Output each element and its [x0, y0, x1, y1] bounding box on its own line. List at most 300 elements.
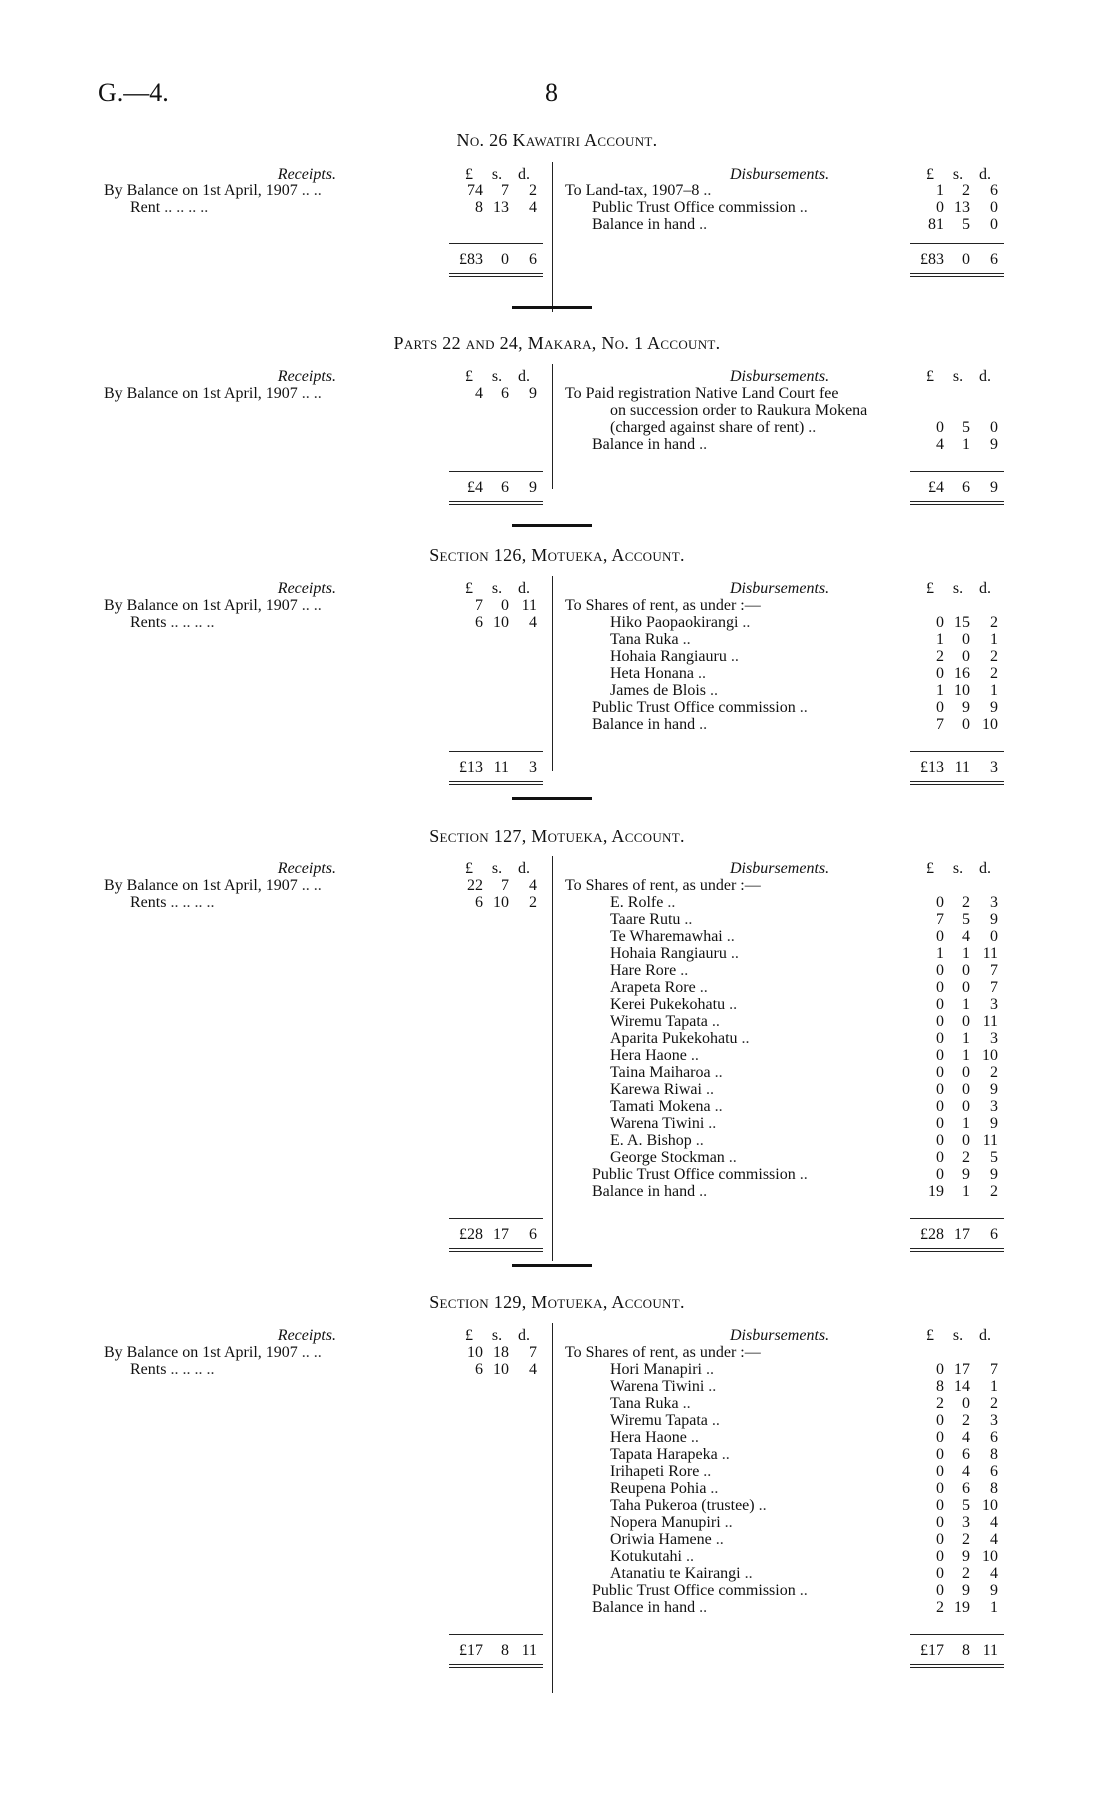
disbursement-label: Nopera Manupiri: [610, 1514, 721, 1531]
disbursements-column-heads: [916, 368, 1006, 385]
dot-leader: .. ..: [297, 1344, 322, 1361]
disbursement-amount-pence: 1: [990, 1599, 998, 1616]
disbursement-amount: [916, 1548, 1006, 1565]
disbursement-amount-pence: 3: [990, 996, 998, 1013]
disbursement-amount-shillings: 9: [962, 1548, 970, 1565]
receipts-column-heads: [455, 580, 543, 597]
disbursement-amount-pence: 11: [982, 1013, 998, 1030]
dot-leader: ..: [738, 614, 751, 631]
receipts-column-heads-pence: d.: [518, 166, 530, 183]
disbursement-item: [610, 1149, 940, 1166]
disbursement-amount-pounds: 1: [936, 682, 944, 699]
dot-leader: ..: [795, 199, 808, 216]
disbursement-amount: [916, 699, 1006, 716]
disbursement-label: Hare Rore: [610, 962, 677, 979]
dot-leader: ..: [695, 1183, 708, 1200]
receipt-amount-pence: 4: [529, 614, 537, 631]
disbursement-label: Public Trust Office commission: [592, 1166, 796, 1183]
receipts-heading: Receipts.: [277, 1327, 336, 1344]
disbursement-item: [610, 996, 940, 1013]
dot-leader: ..: [706, 682, 718, 699]
disbursement-amount-pounds: 0: [936, 1149, 944, 1166]
disbursement-label: Public Trust Office commission: [592, 1582, 796, 1599]
receipts-column-heads: [455, 1327, 543, 1344]
disbursement-amount-pounds: 0: [936, 1429, 944, 1446]
disbursement-item: [610, 928, 940, 945]
dot-leader: .. ..: [297, 385, 322, 402]
section-separator: [512, 524, 592, 527]
receipt-label: By Balance on 1st April, 1907: [104, 182, 298, 199]
disbursement-amount: [916, 1582, 1006, 1599]
disbursement-amount: [916, 1183, 1006, 1200]
disbursement-amount: [916, 1599, 1006, 1616]
receipts-total-double-rule: [449, 1664, 543, 1668]
disbursement-amount-shillings: 14: [954, 1378, 970, 1395]
disbursements-total-double-rule: [910, 1664, 1004, 1668]
receipt-item: [104, 1344, 434, 1361]
receipts-total-pounds: £83: [459, 251, 483, 268]
dot-leader: ..: [726, 648, 739, 665]
disbursement-amount-pounds: 1: [936, 182, 944, 199]
disbursement-amount-pence: 10: [982, 1047, 998, 1064]
disbursement-label: Tamati Mokena: [610, 1098, 711, 1115]
disbursement-amount: [916, 1463, 1006, 1480]
disbursement-amount: [916, 199, 1006, 216]
disbursement-amount-pence: 4: [990, 1531, 998, 1548]
disbursements-column-heads-shillings: s.: [952, 1327, 964, 1344]
disbursement-amount-pence: 6: [990, 1429, 998, 1446]
dot-leader: ..: [678, 631, 691, 648]
receipt-amount: [455, 877, 543, 894]
disbursement-item: [610, 1463, 940, 1480]
disbursement-amount-pounds: 0: [936, 1013, 944, 1030]
disbursement-item: [610, 1013, 940, 1030]
disbursement-amount: [916, 1395, 1006, 1412]
disbursements-heading: Disbursements.: [730, 860, 830, 877]
receipt-amount-pounds: 6: [475, 614, 483, 631]
receipts-total-pence: 9: [529, 479, 537, 496]
disbursement-amount: [916, 216, 1006, 233]
disbursement-label: To Shares of rent, as under :—: [565, 877, 761, 894]
disbursements-total: [916, 759, 1006, 776]
account-title: Section 129, Motueka, Account.: [429, 1292, 685, 1312]
receipts-total-double-rule: [449, 501, 543, 505]
receipts-column-heads-pence: d.: [518, 368, 530, 385]
disbursement-label: Warena Tiwini: [610, 1378, 705, 1395]
dot-leader: ..: [676, 962, 689, 979]
account-title: Section 127, Motueka, Account.: [429, 826, 685, 846]
disbursement-amount-pounds: 0: [936, 1115, 944, 1132]
receipts-total: [455, 251, 543, 268]
disbursement-amount-shillings: 0: [962, 979, 970, 996]
disbursement-amount-pence: 8: [990, 1480, 998, 1497]
disbursement-amount-pounds: 8: [936, 1378, 944, 1395]
disbursements-column-heads: [916, 860, 1006, 877]
disbursement-amount-shillings: 5: [962, 216, 970, 233]
disbursement-label: Balance in hand: [592, 436, 696, 453]
disbursement-amount-pounds: 7: [936, 716, 944, 733]
dot-leader: ..: [693, 665, 706, 682]
disbursement-item: [610, 945, 940, 962]
disbursement-item: [610, 1497, 940, 1514]
disbursement-item: [592, 716, 922, 733]
disbursement-amount-pence: 3: [990, 894, 998, 911]
disbursement-amount-shillings: 16: [954, 665, 970, 682]
disbursement-amount-pence: 9: [990, 1582, 998, 1599]
disbursement-amount-pence: 9: [990, 436, 998, 453]
disbursement-label: Public Trust Office commission: [592, 199, 796, 216]
disbursement-item: [610, 614, 940, 631]
disbursement-item: [610, 1480, 940, 1497]
disbursement-amount: [916, 1030, 1006, 1047]
receipts-total-shillings: 11: [493, 759, 509, 776]
disbursement-amount-pounds: 7: [936, 911, 944, 928]
disbursement-label: Hera Haone: [610, 1047, 687, 1064]
receipt-amount: [455, 199, 543, 216]
receipt-item: [130, 614, 460, 631]
disbursement-item: [592, 216, 922, 233]
disbursements-total-shillings: 17: [954, 1226, 970, 1243]
receipt-amount-pence: 4: [529, 877, 537, 894]
disbursement-amount: [916, 716, 1006, 733]
receipt-item: [104, 597, 434, 614]
disbursement-label: Te Wharemawhai: [610, 928, 723, 945]
receipt-amount: [455, 614, 543, 631]
disbursement-amount-pounds: 0: [936, 665, 944, 682]
receipts-column-heads-shillings: s.: [491, 166, 503, 183]
disbursement-label: Hiko Paopaokirangi: [610, 614, 739, 631]
disbursement-amount-pence: 3: [990, 1030, 998, 1047]
receipt-amount-pounds: 4: [475, 385, 483, 402]
disbursement-amount-pence: 9: [990, 1166, 998, 1183]
disbursements-total-pence: 6: [990, 1226, 998, 1243]
disbursement-amount-shillings: 1: [962, 1183, 970, 1200]
disbursement-label: James de Blois: [610, 682, 706, 699]
disbursement-item: [610, 402, 940, 419]
disbursement-amount-pence: 0: [990, 216, 998, 233]
disbursement-amount-pence: 9: [990, 1115, 998, 1132]
dot-leader: ..: [754, 1497, 767, 1514]
dot-leader: ..: [704, 1378, 717, 1395]
disbursement-item: [610, 631, 940, 648]
receipts-heading: Receipts.: [277, 166, 336, 183]
dot-leader: ..: [704, 1115, 717, 1132]
disbursement-label: E. A. Bishop: [610, 1132, 692, 1149]
disbursement-amount-shillings: 6: [962, 1480, 970, 1497]
disbursement-amount-shillings: 5: [962, 911, 970, 928]
receipt-item: [104, 877, 434, 894]
receipt-amount: [455, 597, 543, 614]
disbursement-item: [592, 1582, 922, 1599]
dot-leader: .. .. .. ..: [166, 614, 215, 631]
disbursement-amount-pounds: 0: [936, 1361, 944, 1378]
disbursements-total-double-rule: [910, 781, 1004, 785]
receipt-item: [130, 199, 460, 216]
disbursement-item: [610, 648, 940, 665]
dot-leader: ..: [695, 979, 708, 996]
dot-leader: ..: [691, 1132, 704, 1149]
disbursement-amount-pence: 2: [990, 1183, 998, 1200]
receipts-column-heads-pounds: £: [465, 166, 473, 183]
receipt-label: Rents: [130, 894, 167, 911]
dot-leader: ..: [804, 419, 817, 436]
disbursement-label: Hori Manapiri: [610, 1361, 702, 1378]
disbursement-item: [610, 1098, 940, 1115]
disbursement-amount: [916, 1166, 1006, 1183]
disbursement-amount: [916, 1565, 1006, 1582]
disbursement-amount: [916, 419, 1006, 436]
disbursement-amount: [916, 182, 1006, 199]
receipt-amount-shillings: 18: [493, 1344, 509, 1361]
receipt-label: Rent: [130, 199, 161, 216]
dot-leader: .. .. .. ..: [166, 1361, 215, 1378]
disbursement-label: Arapeta Rore: [610, 979, 696, 996]
disbursement-item: [610, 1429, 940, 1446]
disbursements-column-heads-pounds: £: [926, 580, 934, 597]
disbursements-total-pounds: £83: [920, 251, 944, 268]
disbursement-amount-pence: 0: [990, 419, 998, 436]
disbursements-column-heads-pence: d.: [979, 580, 991, 597]
disbursement-amount-shillings: 19: [954, 1599, 970, 1616]
disbursement-item: [610, 1132, 940, 1149]
disbursement-label: Taare Rutu: [610, 911, 681, 928]
receipts-total-rule: [449, 243, 543, 244]
receipt-amount: [455, 1361, 543, 1378]
receipt-amount-pence: 9: [529, 385, 537, 402]
disbursement-amount-shillings: 0: [962, 1395, 970, 1412]
disbursements-total-pounds: £17: [920, 1642, 944, 1659]
disbursement-amount: [916, 877, 1006, 894]
column-divider: [552, 1323, 553, 1693]
disbursement-amount-pence: 3: [990, 1412, 998, 1429]
disbursement-label: Tana Ruka: [610, 631, 679, 648]
receipt-amount-shillings: 10: [493, 614, 509, 631]
disbursement-item: [592, 1166, 922, 1183]
disbursements-column-heads-pounds: £: [926, 166, 934, 183]
receipts-total-rule: [449, 471, 543, 472]
receipts-column-heads-pounds: £: [465, 860, 473, 877]
disbursement-item: [610, 1064, 940, 1081]
disbursement-amount-pence: 10: [982, 1497, 998, 1514]
account-title: Parts 22 and 24, Makara, No. 1 Account.: [393, 333, 721, 353]
dot-leader: .. .. .. ..: [160, 199, 209, 216]
disbursement-amount-pounds: 0: [936, 928, 944, 945]
disbursement-amount: [916, 1081, 1006, 1098]
receipt-amount-shillings: 7: [501, 877, 509, 894]
disbursement-item: [610, 1446, 940, 1463]
disbursement-amount-pounds: 0: [936, 1412, 944, 1429]
dot-leader: ..: [695, 1599, 708, 1616]
disbursement-amount-pounds: 0: [936, 962, 944, 979]
dot-leader: ..: [795, 1166, 808, 1183]
disbursement-item: [610, 1531, 940, 1548]
dot-leader: ..: [701, 1361, 714, 1378]
receipt-label: Rents: [130, 1361, 167, 1378]
disbursements-heading: Disbursements.: [730, 1327, 830, 1344]
disbursement-amount-pounds: 0: [936, 199, 944, 216]
disbursement-label: E. Rolfe: [610, 894, 664, 911]
column-divider: [552, 364, 553, 489]
receipts-total-rule: [449, 751, 543, 752]
disbursement-amount-pence: 7: [990, 962, 998, 979]
dot-leader: ..: [717, 1446, 730, 1463]
receipts-total-pounds: £28: [459, 1226, 483, 1243]
receipts-column-heads-shillings: s.: [491, 860, 503, 877]
dot-leader: ..: [737, 1030, 750, 1047]
disbursement-amount: [916, 1115, 1006, 1132]
disbursement-amount-pence: 11: [982, 1132, 998, 1149]
receipt-label: By Balance on 1st April, 1907: [104, 385, 298, 402]
disbursement-amount-shillings: 9: [962, 699, 970, 716]
disbursement-amount-shillings: 0: [962, 1064, 970, 1081]
dot-leader: ..: [710, 1064, 723, 1081]
disbursement-item: [592, 699, 922, 716]
disbursements-total-pounds: £13: [920, 759, 944, 776]
disbursement-item: [565, 1344, 895, 1361]
disbursement-amount-pence: 5: [990, 1149, 998, 1166]
receipts-column-heads: [455, 368, 543, 385]
receipt-amount: [455, 385, 543, 402]
receipt-item: [104, 385, 434, 402]
disbursement-item: [610, 1548, 940, 1565]
disbursements-total-pounds: £28: [920, 1226, 944, 1243]
column-divider: [552, 856, 553, 1261]
disbursement-amount: [916, 1344, 1006, 1361]
disbursement-amount-pounds: 0: [936, 1030, 944, 1047]
disbursement-amount-pounds: 2: [936, 1599, 944, 1616]
section-separator: [512, 1264, 592, 1267]
disbursement-amount-pounds: 81: [928, 216, 944, 233]
page-number: 8: [545, 78, 558, 107]
disbursement-amount: [916, 1149, 1006, 1166]
receipt-amount: [455, 182, 543, 199]
dot-leader: .. .. .. ..: [166, 894, 215, 911]
disbursement-amount: [916, 436, 1006, 453]
disbursement-amount-pence: 1: [990, 631, 998, 648]
disbursement-label: To Shares of rent, as under :—: [565, 597, 761, 614]
disbursement-amount-pence: 11: [982, 945, 998, 962]
disbursement-amount-shillings: 0: [962, 1081, 970, 1098]
dot-leader: ..: [686, 1047, 699, 1064]
disbursements-heading: Disbursements.: [730, 368, 830, 385]
disbursements-total-double-rule: [910, 501, 1004, 505]
disbursement-item: [565, 182, 895, 199]
disbursement-amount: [916, 665, 1006, 682]
disbursements-total-pence: 6: [990, 251, 998, 268]
disbursement-item: [610, 894, 940, 911]
disbursement-amount-pounds: 2: [936, 1395, 944, 1412]
disbursement-amount-pounds: 0: [936, 1446, 944, 1463]
disbursement-amount-shillings: 2: [962, 182, 970, 199]
disbursement-amount: [916, 597, 1006, 614]
disbursement-amount: [916, 1446, 1006, 1463]
disbursement-amount-pence: 6: [990, 182, 998, 199]
disbursement-item: [610, 665, 940, 682]
disbursement-amount-shillings: 5: [962, 1497, 970, 1514]
disbursement-amount-pence: 1: [990, 1378, 998, 1395]
disbursements-total: [916, 1226, 1006, 1243]
disbursements-column-heads-pounds: £: [926, 1327, 934, 1344]
dot-leader: ..: [795, 1582, 808, 1599]
disbursements-total-pence: 3: [990, 759, 998, 776]
disbursements-heading: Disbursements.: [730, 166, 830, 183]
receipt-amount: [455, 1344, 543, 1361]
receipts-total-pence: 11: [521, 1642, 537, 1659]
disbursement-amount: [916, 1047, 1006, 1064]
dot-leader: ..: [695, 216, 708, 233]
receipt-amount-shillings: 13: [493, 199, 509, 216]
disbursements-total: [916, 1642, 1006, 1659]
disbursement-amount-pounds: 0: [936, 1565, 944, 1582]
disbursement-amount: [916, 1361, 1006, 1378]
dot-leader: ..: [740, 1565, 753, 1582]
disbursement-amount: [916, 1429, 1006, 1446]
receipts-column-heads-pence: d.: [518, 860, 530, 877]
disbursement-label: Wiremu Tapata: [610, 1013, 708, 1030]
disbursement-amount: [916, 1531, 1006, 1548]
disbursements-total-rule: [910, 1218, 1004, 1219]
disbursement-amount-shillings: 6: [962, 1446, 970, 1463]
disbursement-item: [592, 199, 922, 216]
disbursement-item: [565, 877, 895, 894]
disbursement-label: Balance in hand: [592, 1183, 696, 1200]
receipts-heading: Receipts.: [277, 860, 336, 877]
dot-leader: ..: [695, 716, 708, 733]
receipts-total-shillings: 8: [501, 1642, 509, 1659]
receipt-amount-pounds: 6: [475, 1361, 483, 1378]
section-separator: [512, 306, 592, 309]
disbursement-amount: [916, 1013, 1006, 1030]
disbursement-amount-pence: 2: [990, 665, 998, 682]
disbursement-label: Balance in hand: [592, 216, 696, 233]
disbursement-amount-shillings: 1: [962, 1047, 970, 1064]
dot-leader: ..: [722, 928, 735, 945]
dot-leader: ..: [795, 699, 808, 716]
disbursement-label: George Stockman: [610, 1149, 725, 1166]
disbursements-total-rule: [910, 1634, 1004, 1635]
disbursement-amount-shillings: 9: [962, 1582, 970, 1599]
disbursement-amount-pounds: 0: [936, 1531, 944, 1548]
disbursements-column-heads-pence: d.: [979, 860, 991, 877]
disbursements-total-rule: [910, 243, 1004, 244]
receipts-total-pence: 6: [529, 251, 537, 268]
receipt-amount: [455, 894, 543, 911]
disbursement-amount: [916, 631, 1006, 648]
disbursement-amount: [916, 962, 1006, 979]
receipts-total-pounds: £17: [459, 1642, 483, 1659]
receipt-label: By Balance on 1st April, 1907: [104, 1344, 298, 1361]
disbursement-label: Warena Tiwini: [610, 1115, 705, 1132]
disbursement-label: Hohaia Rangiauru: [610, 648, 727, 665]
disbursements-total-pounds: £4: [928, 479, 944, 496]
receipt-label: By Balance on 1st April, 1907: [104, 597, 298, 614]
disbursements-column-heads-shillings: s.: [952, 368, 964, 385]
disbursement-amount-shillings: 2: [962, 1149, 970, 1166]
disbursements-total: [916, 479, 1006, 496]
disbursement-amount-pounds: 0: [936, 1497, 944, 1514]
disbursement-amount-pence: 2: [990, 1064, 998, 1081]
disbursements-heading: Disbursements.: [730, 580, 830, 597]
dot-leader: ..: [663, 894, 676, 911]
disbursement-amount-pounds: 0: [936, 1548, 944, 1565]
dot-leader: ..: [724, 1149, 737, 1166]
disbursement-amount-pence: 9: [990, 699, 998, 716]
disbursement-item: [610, 1395, 940, 1412]
disbursement-amount: [916, 1378, 1006, 1395]
disbursement-amount-pence: 0: [990, 928, 998, 945]
disbursement-item: [610, 1047, 940, 1064]
receipts-column-heads-pounds: £: [465, 580, 473, 597]
